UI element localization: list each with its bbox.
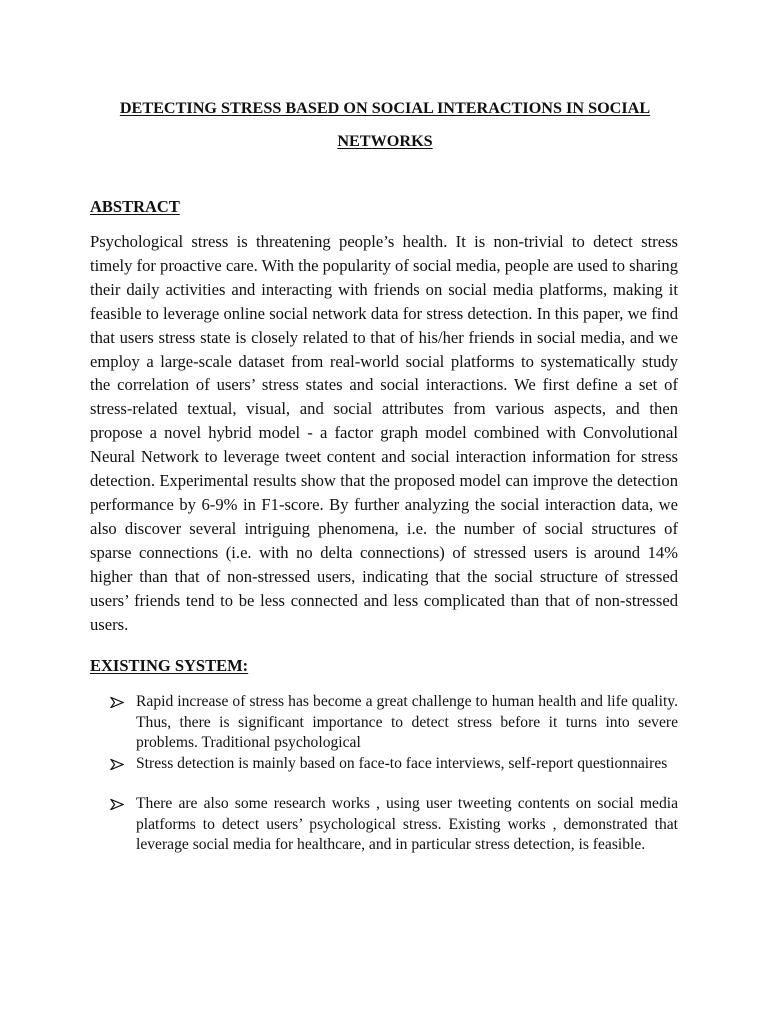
list-item bbox=[110, 692, 678, 754]
existing-system-list bbox=[110, 692, 678, 856]
list-item-text: Rapid increase of stress has become a great challenge to human health and life quality. Thus, there is significant importance to detect stress before it turns into severe problems. Traditional psychological bbox=[136, 693, 678, 751]
existing-system-heading: EXISTING SYSTEM: bbox=[90, 656, 249, 675]
list-item-text: There are also some research works , using user tweeting contents on social media platforms to detect users’ psychological stress. Existing works , demonstrated that leverage social media for healthcare, and in particular stress detection, is feasible. bbox=[136, 795, 678, 853]
arrow-bullet-icon bbox=[110, 799, 124, 810]
list-item bbox=[110, 794, 678, 856]
abstract-paragraph: Psychological stress is threatening people’s health. It is non-trivial to detect stress timely for proactive care. With the popularity of social media, people are used to sharing their daily activities and interacting with friends on social media platforms, making it feasible to leverage online social network data for stress detection. In this paper, we find that users stress state is closely related to that of his/her friends in social media, and we employ a large-scale dataset from real-world social platforms to systematically study the correlation of users’ stress states and social interactions. We first define a set of stress-related textual, visual, and social attributes from various aspects, and then propose a novel hybrid model - a factor graph model combined with Convolutional Neural Network to leverage tweet content and social interaction information for stress detection. Experimental results show that the proposed model can improve the detection performance by 6-9% in F1-score. By further analyzing the social interaction data, we also discover several intriguing phenomena, i.e. the number of social structures of sparse connections (i.e. with no delta connections) of stressed users is around 14% higher than that of non-stressed users, indicating that the social structure of stressed users’ friends tend to be less connected and less complicated than that of non-stressed users. bbox=[90, 232, 678, 634]
abstract-heading: ABSTRACT bbox=[90, 197, 180, 216]
arrow-bullet-icon bbox=[110, 759, 124, 770]
list-item bbox=[110, 754, 678, 775]
document-title: DETECTING STRESS BASED ON SOCIAL INTERACTIONS IN SOCIAL NETWORKS bbox=[119, 99, 651, 150]
arrow-bullet-icon bbox=[110, 697, 124, 708]
list-item-text: Stress detection is mainly based on face-to face interviews, self-report questionnaires bbox=[136, 754, 668, 772]
